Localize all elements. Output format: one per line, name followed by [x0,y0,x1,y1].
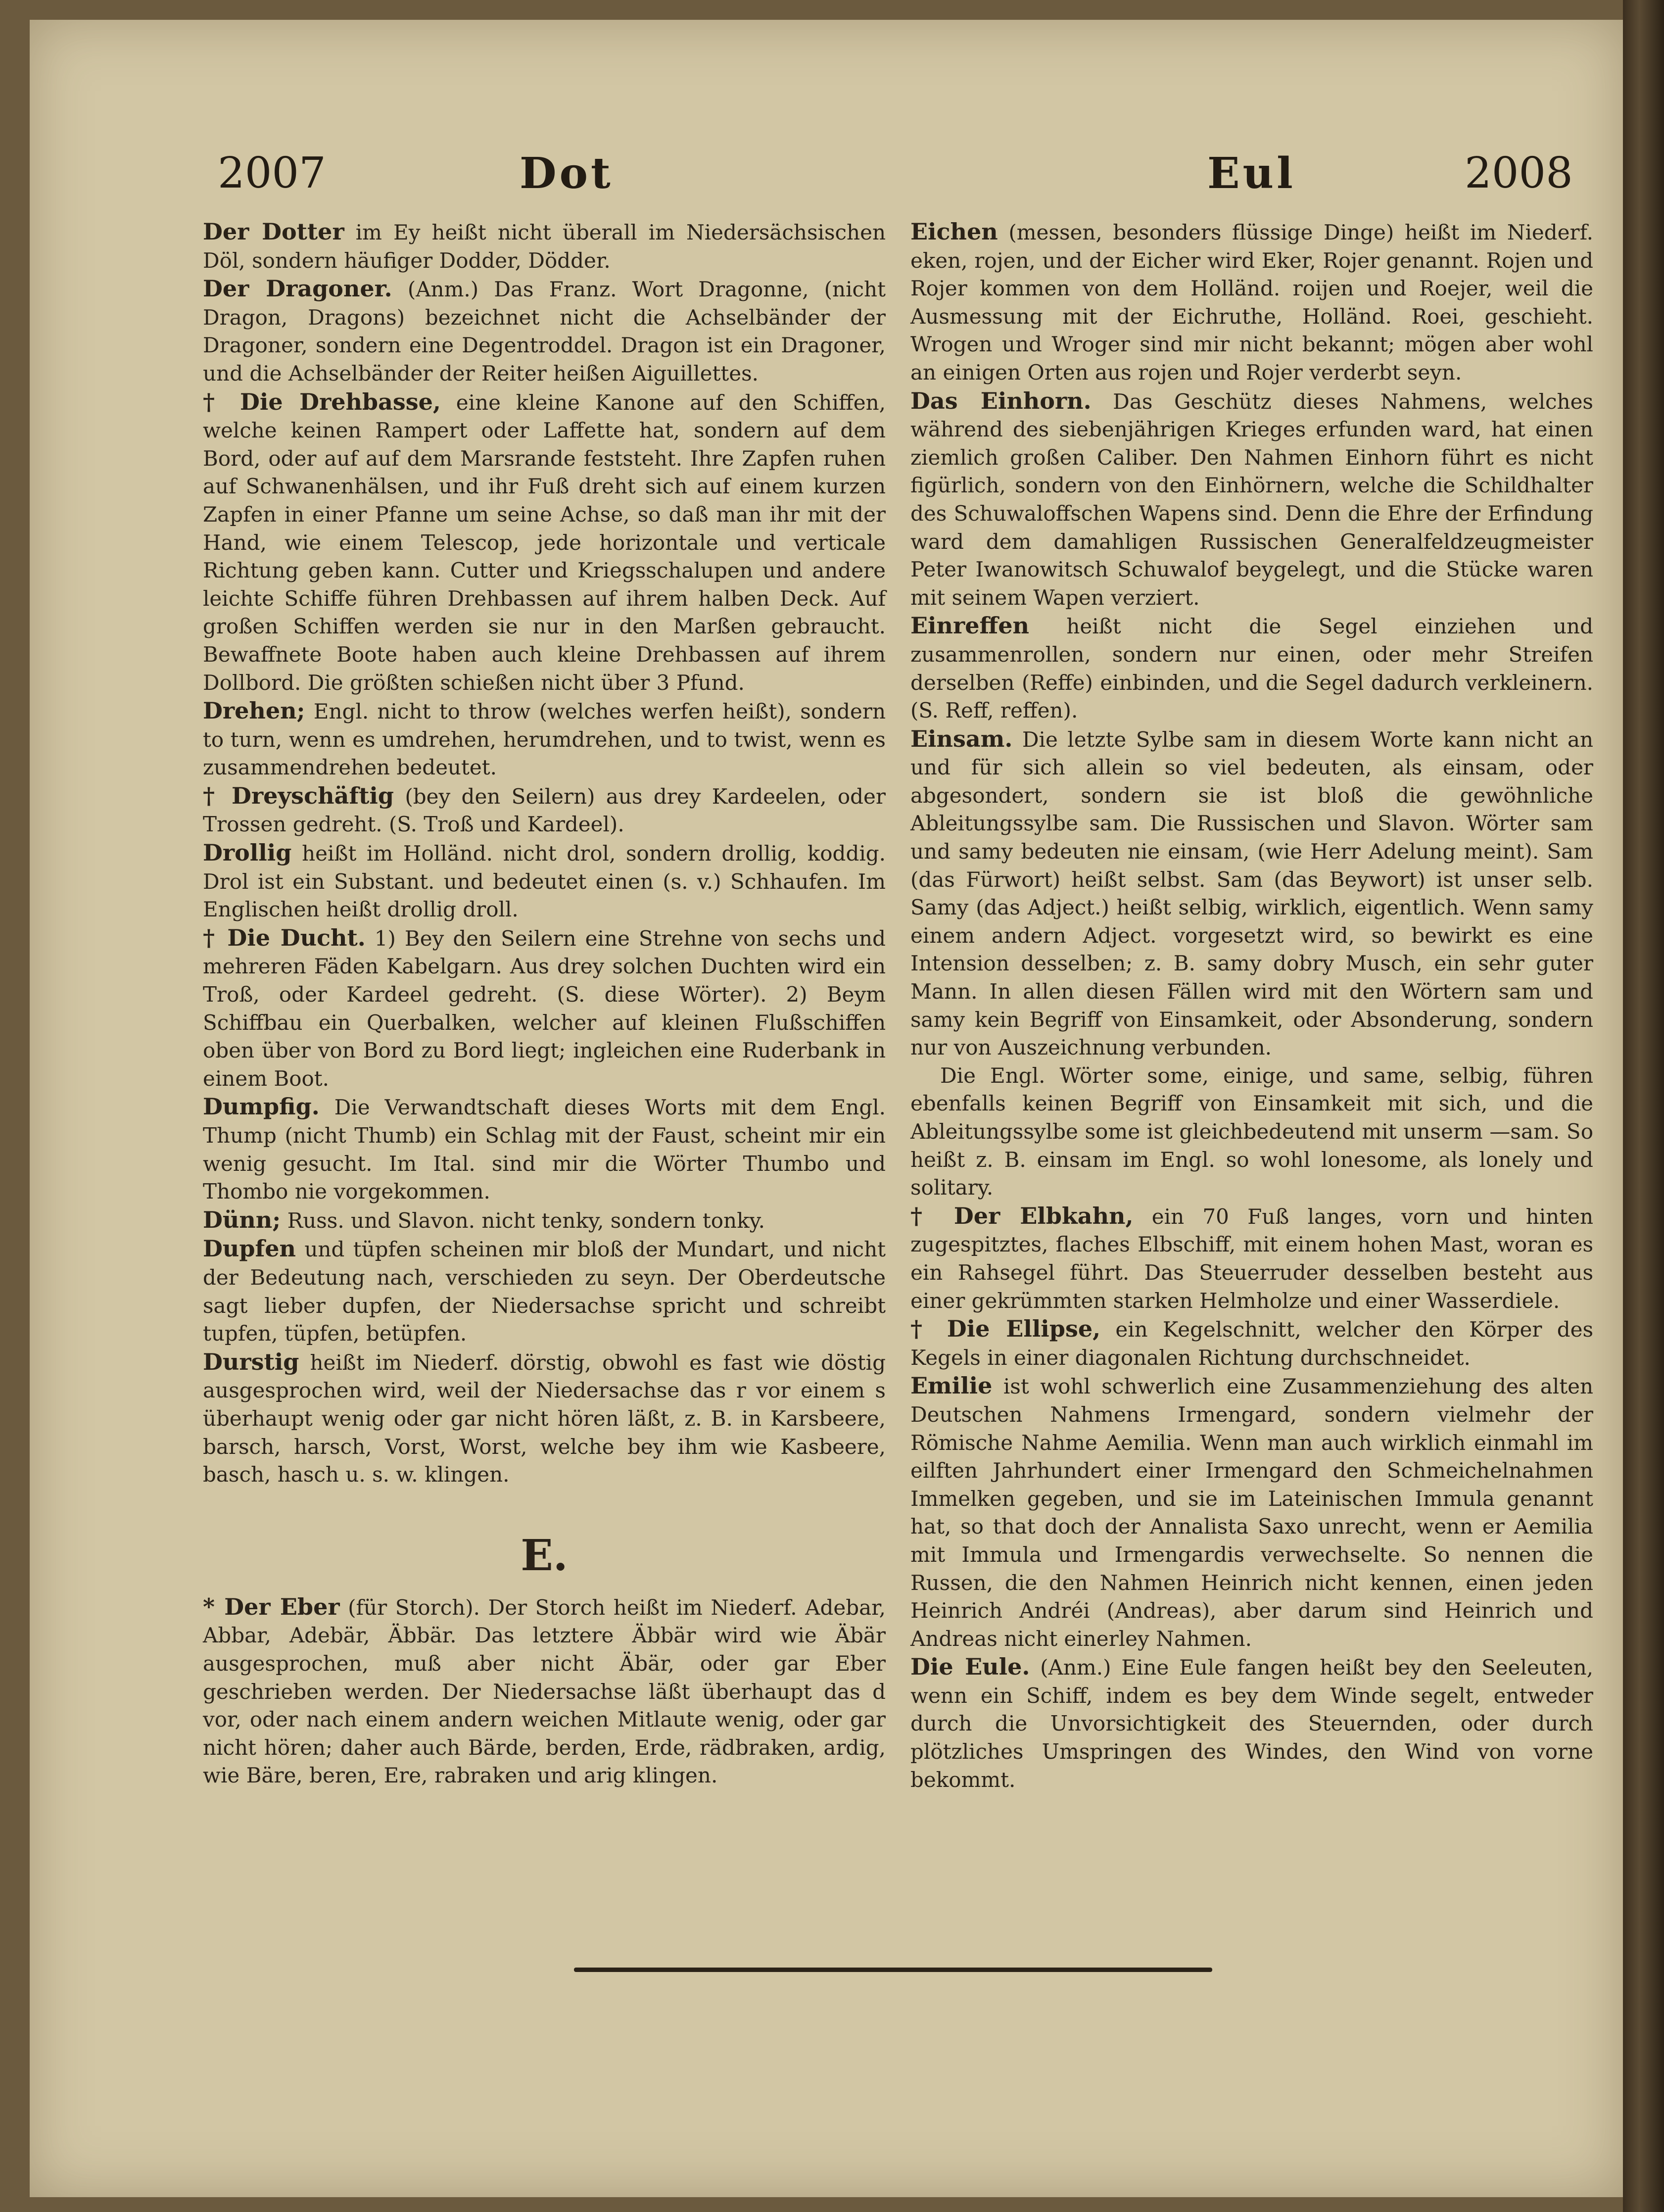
entry-headword: Das Einhorn. [910,387,1092,414]
dictionary-entry [203,1206,886,1235]
dictionary-entry [203,782,886,839]
entry-text: (Anm.) Eine Eule fangen heißt bey den Seeleuten, wenn ein Schiff, indem es bey dem Winde segelt, entweder durch die Unvorsichtigkeit des Steuernden, oder durch plötzliches Umspringen des Windes, den Wind von vorne bekommt. [910,1655,1593,1792]
entry-headword: Der Dragoner. [203,275,392,302]
dictionary-entry [910,1062,1593,1202]
entry-text: im Ey heißt nicht überall im Niedersächsischen Döl, sondern häufiger Dodder, Dödder. [203,220,886,273]
entry-text: heißt im Niederf. dörstig, obwohl es fast wie döstig ausgesprochen wird, weil der Niedersachse das r vor einem s überhaupt wenig oder gar nicht hören läßt, z. B. in Karsbeere, barsch, harsch, Vorst, Worst, welche bey ihm wie Kasbeere, basch, hasch u. s. w. klingen. [203,1350,886,1487]
entry-text: Die letzte Sylbe sam in diesem Worte kann nicht an und für sich allein so viel bedeuten, als einsam, oder abgesondert, sondern sie ist bloß die gewöhnliche Ableitungssylbe sam. Die Russischen und Slavon. Wörter sam und samy bedeuten nie einsam, (wie Herr Adelung meint). Sam (das Fürwort) heißt selbst. Sam (das Beywort) ist unser selb. Samy (das Adject.) heißt selbig, wirklich, eigentlich. Wenn samy einem andern Adject. vorgesetzt wird, so bewirkt es eine Intension desselben; z. B. samy dobry Musch, ein sehr guter Mann. In allen diesen Fällen wird mit den Wörtern sam und samy kein Begriff von Einsamkeit, oder Absonderung, sondern nur von Auszeichnung verbunden. [910,727,1593,1060]
entry-text: ein Kegelschnitt, welcher den Körper des Kegels in einer diagonalen Richtung durchschneidet. [910,1317,1594,1370]
entry-headword: Drollig [203,839,292,866]
dictionary-entry [910,1653,1593,1794]
entry-text: (für Storch). Der Storch heißt im Niederf. Adebar, Abbar, Adebär, Äbbär. Das letztere Äbbär wird wie Äbär ausgesprochen, muß aber nicht Äbär, oder gar Eber geschrieben werden. Der Niedersachse läßt überhaupt das d vor, oder nach einem andern weichen Mitlaute wenig, oder gar nicht hören; daher auch Bärde, berden, Erde, rädbraken, ardig, wie Bäre, beren, Ere, rabraken und arig klingen. [203,1595,886,1788]
entry-text: Russ. und Slavon. nicht tenky, sondern tonky. [281,1208,765,1233]
entry-text: eine kleine Kanone auf den Schiffen, welche keinen Rampert oder Laffette hat, sondern auf dem Bord, oder auf auf dem Marsrande feststeht. Ihre Zapfen ruhen auf Schwanenhälsen, und ihr Fuß dreht sich auf einem kurzen Zapfen in einer Pfanne um seine Achse, so daß man ihr mit der Hand, wie einem Telescop, jede horizontale und verticale Richtung geben kann. Cutter und Kriegsschalupen und andere leichte Schiffe führen Drehbassen auf ihrem halben Deck. Auf großen Schiffen werden sie nur in den Marßen gebraucht. Bewaffnete Boote haben auch kleine Drehbassen auf ihrem Dollbord. Die größten schießen nicht über 3 Pfund. [203,390,886,695]
entry-headword: Die Eule. [910,1653,1030,1681]
entry-headword: Der Dotter [203,218,344,245]
dictionary-entry [203,275,886,387]
dictionary-entry [203,1348,886,1489]
dictionary-entry [203,218,886,275]
entry-text: 1) Bey den Seilern eine Strehne von sechs und mehreren Fäden Kabelgarn. Aus drey solchen Duchten wird ein Troß, oder Kardeel gedreht. (S. diese Wörter). 2) Beym Schiffbau ein Querbalken, welcher auf kleinen Flußschiffen oben über von Bord zu Bord liegt; ingleichen eine Ruderbank in einem Boot. [203,926,886,1091]
entry-text: Das Geschütz dieses Nahmens, welches während des siebenjährigen Krieges erfunden ward, hat einen ziemlich großen Caliber. Den Nahmen Einhorn führt es nicht figürlich, sondern von den Einhörnern, welche die Schildhalter des Schuwaloffschen Wapens sind. Denn die Ehre der Erfindung ward dem damahligen Russischen Generalfeldzeugmeister Peter Iwanowitsch Schuwalof beygelegt, und die Stücke waren mit seinem Wapen verziert. [910,389,1593,610]
dictionary-entry [910,218,1593,387]
section-letter-e: E. [521,1530,568,1581]
entry-text: und tüpfen scheinen mir bloß der Mundart, und nicht der Bedeutung nach, verschieden zu seyn. Der Oberdeutsche sagt lieber dupfen, der Niedersachse spricht und schreibt tupfen, tüpfen, betüpfen. [203,1237,886,1346]
dictionary-entry [910,387,1593,612]
end-rule [574,1968,1212,1972]
entry-headword: † Der Elbkahn, [910,1202,1134,1229]
entry-headword: † Dreyschäftig [203,782,394,809]
entry-headword: Einreffen [910,612,1029,639]
entry-headword: Durstig [203,1348,299,1375]
dictionary-entry [203,839,886,924]
right-column [910,218,1593,1794]
dictionary-entry [203,924,886,1093]
entry-headword: † Die Ducht. [203,924,366,951]
entry-text: (bey den Seilern) aus drey Kardeelen, oder Trossen gedreht. (S. Troß und Kardeel). [203,784,886,837]
dictionary-entry [203,1235,886,1347]
entry-headword: Dünn; [203,1206,281,1233]
entry-headword: Dupfen [203,1235,296,1262]
dictionary-entry [910,1202,1593,1315]
dictionary-entry [203,1593,886,1790]
entry-text: Die Engl. Wörter some, einige, und same, selbig, führen ebenfalls keinen Begriff von Einsamkeit mit sich, und die Ableitungssylbe some ist gleichbedeutend mit unserm —sam. So heißt z. B. einsam im Engl. so wohl lonesome, als lonely und solitary. [910,1063,1593,1200]
page-number-left: 2007 [218,148,326,198]
dictionary-entry [203,697,886,782]
dictionary-entry [203,1093,886,1205]
entry-text: heißt nicht die Segel einziehen und zusammenrollen, sondern nur einen, oder mehr Streifen derselben (Reffe) einbinden, und die Segel dadurch verkleinern. (S. Reff, reffen). [910,614,1593,723]
dictionary-entry [910,725,1593,1062]
book-fore-edge [1623,0,1664,2212]
dictionary-entry [203,388,886,697]
entry-text: Die Verwandtschaft dieses Worts mit dem Engl. Thump (nicht Thumb) ein Schlag mit der Faust, scheint mir ein wenig gesucht. Im Ital. sind mir die Wörter Thumbo und Thombo nie vorgekommen. [203,1095,886,1204]
running-headword-right: Eul [1207,148,1296,198]
dictionary-entry [910,612,1593,724]
entry-text: Engl. nicht to throw (welches werfen heißt), sondern to turn, wenn es umdrehen, herumdrehen, und to twist, wenn es zusammendrehen bedeutet. [203,699,886,780]
entry-headword: † Die Ellipse, [910,1315,1101,1343]
entry-headword: † Die Drehbasse, [203,388,441,415]
page-number-right: 2008 [1465,148,1573,198]
entry-headword: Dumpfig. [203,1093,320,1120]
dictionary-entry [910,1372,1593,1653]
entry-headword: * Der Eber [203,1593,340,1620]
entry-text: (Anm.) Das Franz. Wort Dragonne, (nicht Dragon, Dragons) bezeichnet nicht die Achselbänder der Dragoner, sondern eine Degentroddel. Dragon ist ein Dragoner, und die Achselbänder der Reiter heißen Aiguillettes. [203,277,886,385]
entry-headword: Einsam. [910,725,1013,752]
entry-text: ein 70 Fuß langes, vorn und hinten zugespitztes, flaches Elbschiff, mit einem hohen Mast, woran es ein Rahsegel führt. Das Steuerruder desselben besteht aus einer gekrümmten starken Helmholze und einer Wasserdiele. [910,1204,1594,1313]
entry-text: ist wohl schwerlich eine Zusammenziehung des alten Deutschen Nahmens Irmengard, sondern vielmehr der Römische Nahme Aemilia. Wenn man auch wirklich einmahl im eilften Jahrhundert einer Irmengard den Schmeichelnahmen Immelken gegeben, und sie im Lateinischen Immula genannt hat, so that doch der Annalista Saxo unrecht, wenn er Aemilia mit Immula und Irmengardis verwechselte. So nennen die Russen, die den Nahmen Heinrich nicht kennen, einen jeden Heinrich Andréi (Andreas), aber darum sind Heinrich und Andreas nicht einerley Nahmen. [910,1374,1593,1651]
running-headword-left: Dot [520,148,614,198]
entry-headword: Emilie [910,1372,993,1399]
entry-headword: Drehen; [203,697,305,724]
entry-text: heißt im Holländ. nicht drol, sondern drollig, koddig. Drol ist ein Substant. und bedeutet einen (s. v.) Schhaufen. Im Englischen heißt drollig droll. [203,841,886,922]
left-column [203,218,886,1790]
dictionary-entry [910,1315,1593,1372]
entry-text: (messen, besonders flüssige Dinge) heißt im Niederf. eken, rojen, und der Eicher wird Eker, Rojer genannt. Rojen und Rojer kommen von dem Holländ. roijen und Roejer, weil die Ausmessung mit der Eichruthe, Holländ. Roei, geschieht. Wrogen und Wroger sind mir nicht bekannt; mögen aber wohl an einigen Orten aus rojen und Rojer verderbt seyn. [910,220,1593,385]
entry-headword: Eichen [910,218,998,245]
